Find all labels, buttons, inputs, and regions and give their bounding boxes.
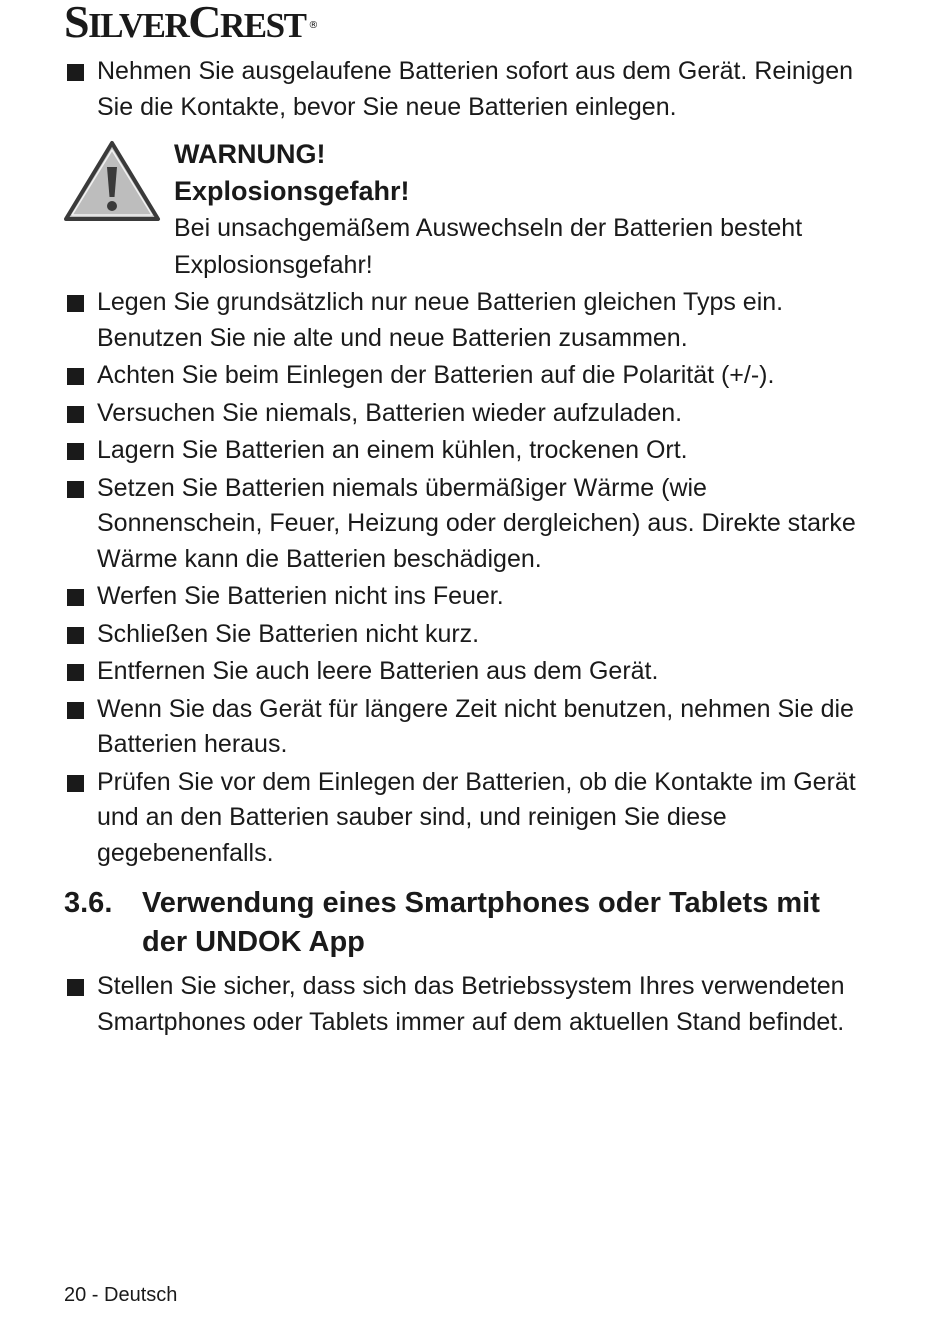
list-item-text: Lagern Sie Batterien an einem kühlen, trockenen Ort. bbox=[97, 436, 688, 464]
list-item-text: Schließen Sie Batterien nicht kurz. bbox=[97, 619, 480, 648]
list-item-text: Stellen Sie sicher, dass sich das Betriebssystem Ihres verwendeten Smartphones oder Tablets immer auf dem aktuellen Stand befindet. bbox=[97, 972, 845, 1036]
brand-logo bbox=[64, 0, 318, 48]
square-bullet-icon bbox=[67, 481, 84, 498]
section-number: 3.6. bbox=[64, 887, 113, 919]
logo-letter: C bbox=[188, 0, 220, 47]
square-bullet-icon bbox=[67, 64, 84, 81]
list-item-text: Legen Sie grundsätzlich nur neue Batterien gleichen Typs ein. Benutzen Sie nie alte und neue Batterien zusammen. bbox=[97, 288, 784, 352]
bullet-list-top bbox=[0, 54, 950, 127]
square-bullet-icon bbox=[67, 443, 84, 460]
square-bullet-icon bbox=[67, 979, 84, 996]
list-item bbox=[0, 969, 857, 1040]
list-item bbox=[0, 471, 857, 578]
list-item-text: Achten Sie beim Einlegen der Batterien auf die Polarität (+/-). bbox=[97, 361, 775, 389]
square-bullet-icon bbox=[67, 589, 84, 606]
list-item bbox=[0, 765, 857, 872]
square-bullet-icon bbox=[67, 702, 84, 719]
list-item bbox=[0, 654, 857, 690]
list-item bbox=[0, 617, 857, 653]
list-item bbox=[0, 579, 857, 615]
list-item-text: Entfernen Sie auch leere Batterien aus dem Gerät. bbox=[97, 657, 659, 685]
bullet-list-section bbox=[0, 969, 950, 1042]
registered-mark: ® bbox=[308, 20, 319, 31]
list-item bbox=[0, 433, 857, 469]
list-item bbox=[0, 54, 857, 125]
list-item bbox=[0, 396, 857, 432]
square-bullet-icon bbox=[67, 368, 84, 385]
list-item bbox=[0, 692, 857, 763]
list-item bbox=[0, 358, 857, 394]
warning-triangle-icon bbox=[63, 140, 161, 222]
warning-body: Bei unsachgemäßem Auswechseln der Batterien besteht Explosionsgefahr! bbox=[174, 214, 803, 279]
square-bullet-icon bbox=[67, 406, 84, 423]
list-item-text: Prüfen Sie vor dem Einlegen der Batterien, ob die Kontakte im Gerät und an den Batterien sauber sind, und reinigen Sie diese gegebenenfalls. bbox=[97, 767, 856, 867]
list-item bbox=[0, 285, 857, 356]
square-bullet-icon bbox=[67, 295, 84, 312]
logo-letter: S bbox=[64, 0, 89, 47]
section-title: Verwendung eines Smartphones oder Tablets mit der UNDOK App bbox=[142, 887, 820, 958]
list-item-text: Werfen Sie Batterien nicht ins Feuer. bbox=[97, 582, 504, 610]
list-item-text: Nehmen Sie ausgelaufene Batterien sofort aus dem Gerät. Reinigen Sie die Kontakte, bevor Sie neue Batterien einlegen. bbox=[97, 57, 854, 121]
logo-letters: ILVER bbox=[88, 6, 189, 45]
list-item-text: Versuchen Sie niemals, Batterien wieder aufzuladen. bbox=[97, 398, 683, 427]
page-footer: 20 - Deutsch bbox=[64, 1284, 178, 1306]
warning-heading: WARNUNG! bbox=[174, 139, 326, 169]
warning-block bbox=[0, 136, 950, 286]
warning-text bbox=[174, 136, 854, 284]
bullet-list-main bbox=[0, 285, 950, 873]
list-item-text: Wenn Sie das Gerät für längere Zeit nicht benutzen, nehmen Sie die Batterien heraus. bbox=[97, 694, 854, 758]
logo-letters: REST bbox=[219, 6, 306, 45]
warning-subheading: Explosionsgefahr! bbox=[174, 176, 410, 206]
square-bullet-icon bbox=[67, 627, 84, 644]
square-bullet-icon bbox=[67, 775, 84, 792]
square-bullet-icon bbox=[67, 664, 84, 681]
list-item-text: Setzen Sie Batterien niemals übermäßiger Wärme (wie Sonnenschein, Feuer, Heizung oder dergleichen) aus. Direkte starke Wärme kann die Batterien beschädigen. bbox=[97, 473, 856, 573]
